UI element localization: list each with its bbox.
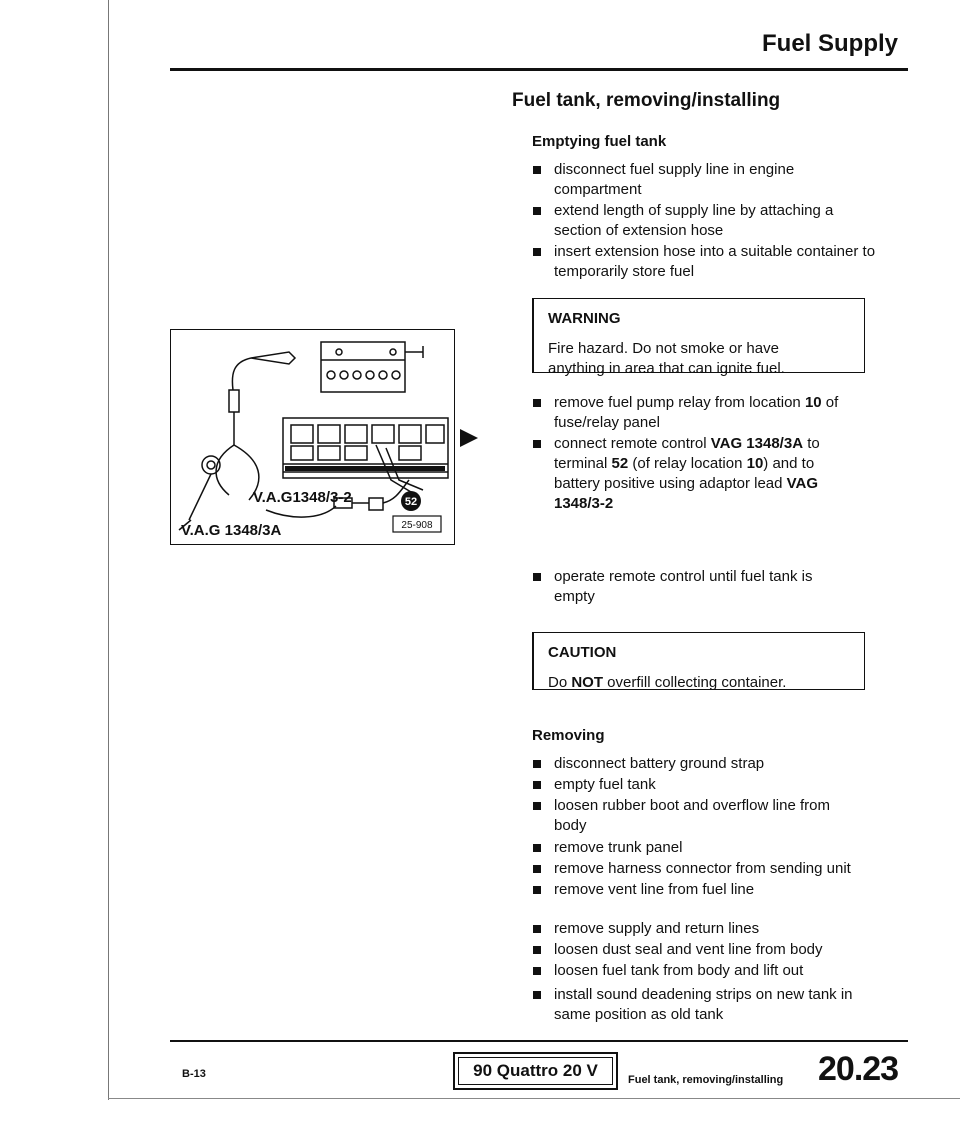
figure-id: 25-908	[401, 520, 433, 531]
page-header-title: Fuel Supply	[762, 30, 899, 57]
list-item: disconnect fuel supply line in engine compartment	[532, 160, 877, 200]
header-rule	[170, 68, 908, 71]
footer-edge-rule	[108, 1098, 960, 1099]
tool-label-a: V.A.G 1348/3A	[181, 522, 282, 539]
emptying-steps-2	[532, 393, 877, 515]
removing-steps-2	[532, 838, 852, 901]
margin-rule	[108, 0, 109, 1100]
emptying-steps-3	[532, 567, 852, 608]
model-box	[453, 1052, 618, 1090]
model-label: 90 Quattro 20 V	[473, 1061, 598, 1080]
warning-box	[532, 298, 865, 377]
list-item: connect remote control VAG 1348/3A to terminal 52 (of relay location 10) and to battery positive using adaptor lead VAG 1348/3-2	[532, 434, 854, 514]
removing-heading: Removing	[532, 727, 605, 744]
emptying-steps-1	[532, 160, 877, 283]
removing-steps-3	[532, 919, 877, 982]
terminal-label: 52	[404, 496, 418, 508]
list-item: extend length of supply line by attaching a section of extension hose	[532, 201, 877, 241]
list-item: disconnect battery ground strap	[532, 754, 877, 774]
list-item: remove trunk panel	[532, 838, 852, 858]
caution-text: Do NOT overfill collecting container.	[548, 674, 787, 691]
caution-title: CAUTION	[548, 644, 617, 661]
warning-title: WARNING	[548, 310, 621, 327]
section-title: Fuel tank, removing/installing	[512, 90, 781, 111]
list-item: remove supply and return lines	[532, 919, 877, 939]
list-item: loosen rubber boot and overflow line from body	[532, 796, 854, 836]
list-item: remove fuel pump relay from location 10 of fuse/relay panel	[532, 393, 877, 433]
caution-box	[532, 632, 865, 690]
warning-text: Fire hazard. Do not smoke or have anything in area that can ignite fuel.	[548, 340, 785, 377]
page-code: B-13	[182, 1068, 206, 1080]
relay-panel-diagram	[171, 330, 453, 543]
relay-panel-figure	[170, 329, 455, 545]
footer-rule	[170, 1040, 908, 1042]
list-item: remove vent line from fuel line	[532, 880, 852, 900]
removing-steps-4	[532, 985, 872, 1026]
tool-label-b: V.A.G1348/3-2	[253, 489, 352, 506]
list-item: loosen dust seal and vent line from body	[532, 940, 877, 960]
list-item: operate remote control until fuel tank is empty	[532, 567, 852, 607]
list-item: remove harness connector from sending unit	[532, 859, 852, 879]
page-number: 20.23	[818, 1050, 899, 1088]
list-item: loosen fuel tank from body and lift out	[532, 961, 877, 981]
footer-caption: Fuel tank, removing/installing	[628, 1074, 784, 1086]
emptying-heading: Emptying fuel tank	[532, 133, 667, 150]
figure-pointer-arrow-icon	[460, 429, 478, 447]
list-item: install sound deadening strips on new tank in same position as old tank	[532, 985, 872, 1025]
list-item: empty fuel tank	[532, 775, 877, 795]
list-item: insert extension hose into a suitable container to temporarily store fuel	[532, 242, 877, 282]
removing-steps-1	[532, 754, 877, 837]
